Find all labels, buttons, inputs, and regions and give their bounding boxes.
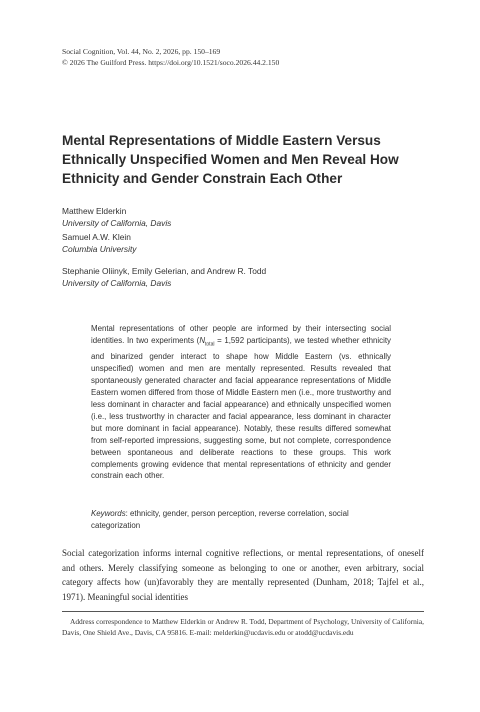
- n-symbol: N: [199, 335, 206, 345]
- journal-header: [62, 46, 279, 68]
- abstract-text-end: = 1,592 participants), we tested whether ethnicity and binarized gender interact to shape how Middle Eastern (vs. ethnically unspecified) women and men are mentally represented. Results revealed that spontaneously generated character and facial appearance representations of Middle Eastern women differed from those of Middle Eastern men (i.e., more trustworthy and less dominant in character and facial appearance) and ethnically unspecified women (i.e., less trustworthy in character and facial appearance, less dominant in character but more dominant in facial appearance). Notably, these results differed somewhat from self-reported impressions, suggesting some, but not complete, correspondence between spontaneous and deliberate reactions to these groups. This work complements growing evidence that mental representations of ethnicity and gender constrain each other.: [91, 335, 391, 481]
- author-names: Matthew Elderkin: [62, 206, 127, 216]
- keywords-label: Keywords: [91, 509, 126, 518]
- author-names: Samuel A.W. Klein: [62, 232, 131, 242]
- footnote: [62, 617, 424, 638]
- journal-citation: Social Cognition, Vol. 44, No. 2, 2026, pp. 150–169: [62, 47, 221, 56]
- author-block-1: [62, 206, 171, 229]
- abstract-text-start: Mental representations of other people are informed by their intersecting social identities. In two experiments (: [91, 324, 391, 345]
- footnote-divider: [62, 611, 424, 612]
- author-names: Stephanie Oliinyk, Emily Gelerian, and Andrew R. Todd: [62, 266, 267, 276]
- body-paragraph: Social categorization informs internal cognitive reflections, or mental representations, of oneself and others. Merely classifying someone as belonging to one or another, even arbitrary, social category affects how (un)favorably they are mentally represented (Dunham, 2018; Tajfel et al., 1971). Meaningful social identities: [62, 548, 424, 602]
- correspondence-note: Address correspondence to Matthew Elderkin or Andrew R. Todd, Department of Psychology, University of California, Davis, One Shield Ave., Davis, CA 95816. E-mail: melderkin@ucdavis.edu or atodd@ucdavis.edu: [62, 617, 424, 637]
- copyright-doi[interactable]: © 2026 The Guilford Press. https://doi.org/10.1521/soco.2026.44.2.150: [62, 58, 280, 67]
- author-block-3: [62, 266, 266, 289]
- author-affiliation: University of California, Davis: [62, 277, 172, 288]
- keywords: [91, 508, 391, 532]
- author-affiliation: Columbia University: [62, 243, 137, 254]
- keywords-list: : ethnicity, gender, person perception, reverse correlation, social categorization: [91, 509, 349, 530]
- author-affiliation: University of California, Davis: [62, 217, 172, 228]
- article-title: Mental Representations of Middle Eastern Versus Ethnically Unspecified Women and Men Reveal How Ethnicity and Gender Constrain Each Other: [62, 133, 399, 186]
- abstract: [91, 323, 391, 482]
- n-subscript: total: [205, 341, 215, 348]
- author-block-2: [62, 232, 136, 255]
